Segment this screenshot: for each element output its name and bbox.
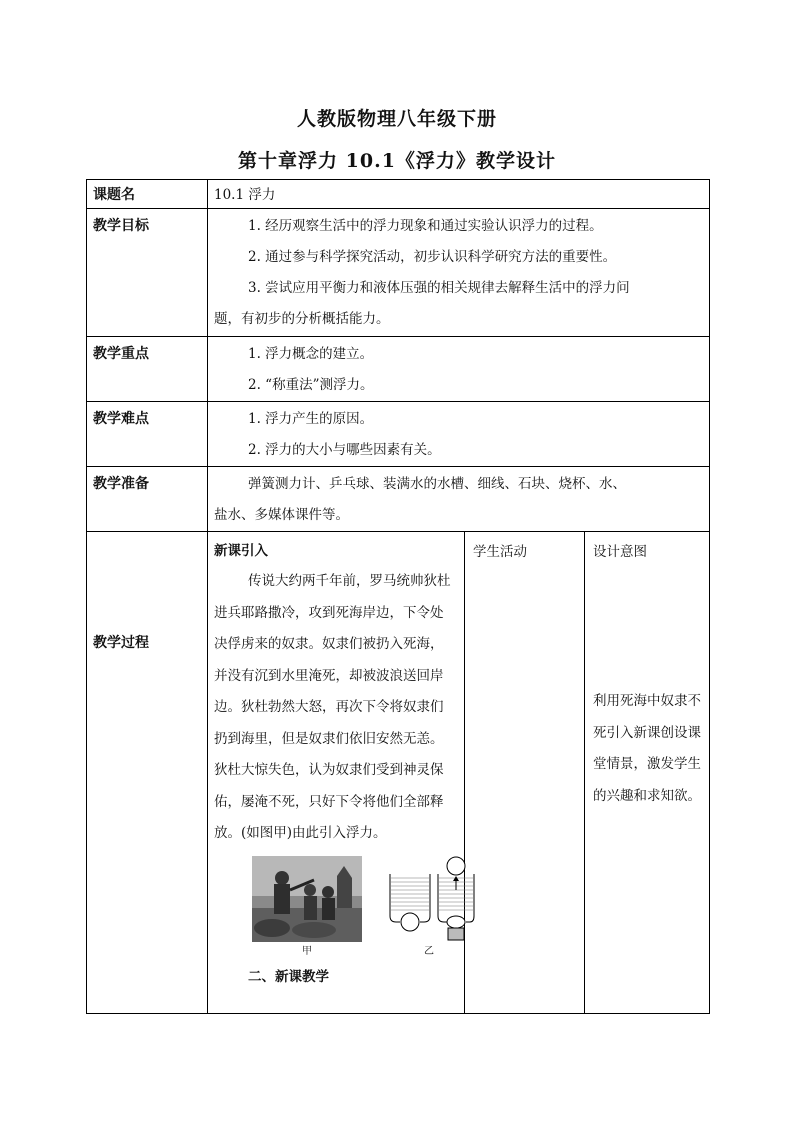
float-experiment-diagram [386, 856, 476, 952]
student-activity-column [465, 532, 585, 1014]
intro-story: 传说大约两千年前，罗马统帅狄杜进兵耶路撒冷，攻到死海岸边，下令处决俘虏来的奴隶。奴隶们被扔入死海，并没有沉到水里淹死，却被波浪送回岸边。狄杜勃然大怒，再次下令将奴隶们扔到海里，但是奴隶们依旧安然无恙。狄杜大惊失色，认为奴隶们受到神灵保佑，屡淹不死，只好下令将他们全部释放。(如图甲)由此引入浮力。 [214, 573, 451, 841]
goal-item: 2. 通过参与科学探究活动，初步认识科学研究方法的重要性。 [248, 249, 617, 265]
key-item: 2. “称重法”测浮力。 [248, 377, 374, 393]
goal-item: 1. 经历观察生活中的浮力现象和通过实验认识浮力的过程。 [248, 218, 603, 234]
value-topic: 10.1 浮力 [208, 180, 710, 209]
row-key [87, 337, 710, 402]
design-intent-column [585, 532, 710, 1014]
row-topic [87, 180, 710, 209]
label-key: 教学重点 [87, 337, 208, 402]
label-prep: 教学准备 [87, 467, 208, 532]
student-activity-label: 学生活动 [473, 544, 527, 560]
label-topic: 课题名 [87, 180, 208, 209]
caption-a: 甲 [302, 945, 312, 957]
lesson-plan-table [86, 179, 710, 1014]
intro-heading: 新课引入 [214, 543, 268, 559]
row-goals [87, 209, 710, 337]
design-intent-label: 设计意图 [593, 544, 647, 560]
prep-line: 弹簧测力计、乒乓球、装满水的水槽、细线、石块、烧杯、水、 [248, 476, 626, 492]
row-process [87, 532, 710, 1014]
prep-line: 盐水、多媒体课件等。 [214, 507, 349, 523]
document-title: 人教版物理八年级下册 [296, 108, 497, 130]
label-process: 教学过程 [87, 532, 208, 1014]
goal-item: 3. 尝试应用平衡力和液体压强的相关规律去解释生活中的浮力问 [248, 280, 630, 296]
figures [214, 856, 456, 966]
key-item: 1. 浮力概念的建立。 [248, 346, 374, 362]
design-intent-text: 利用死海中奴隶不死引入新课创设课堂情景，激发学生的兴趣和求知欲。 [593, 693, 701, 804]
label-difficulty: 教学难点 [87, 402, 208, 467]
dead-sea-image [252, 856, 362, 942]
row-difficulty [87, 402, 710, 467]
difficulty-item: 2. 浮力的大小与哪些因素有关。 [248, 442, 441, 458]
difficulty-item: 1. 浮力产生的原因。 [248, 411, 374, 427]
section-heading-new-lesson: 二、新课教学 [248, 968, 329, 985]
caption-b: 乙 [424, 945, 434, 957]
document-subtitle: 第十章浮力 10.1《浮力》教学设计 [238, 150, 556, 172]
label-goals: 教学目标 [87, 209, 208, 337]
goal-item: 题，有初步的分析概括能力。 [214, 311, 390, 327]
row-prep [87, 467, 710, 532]
